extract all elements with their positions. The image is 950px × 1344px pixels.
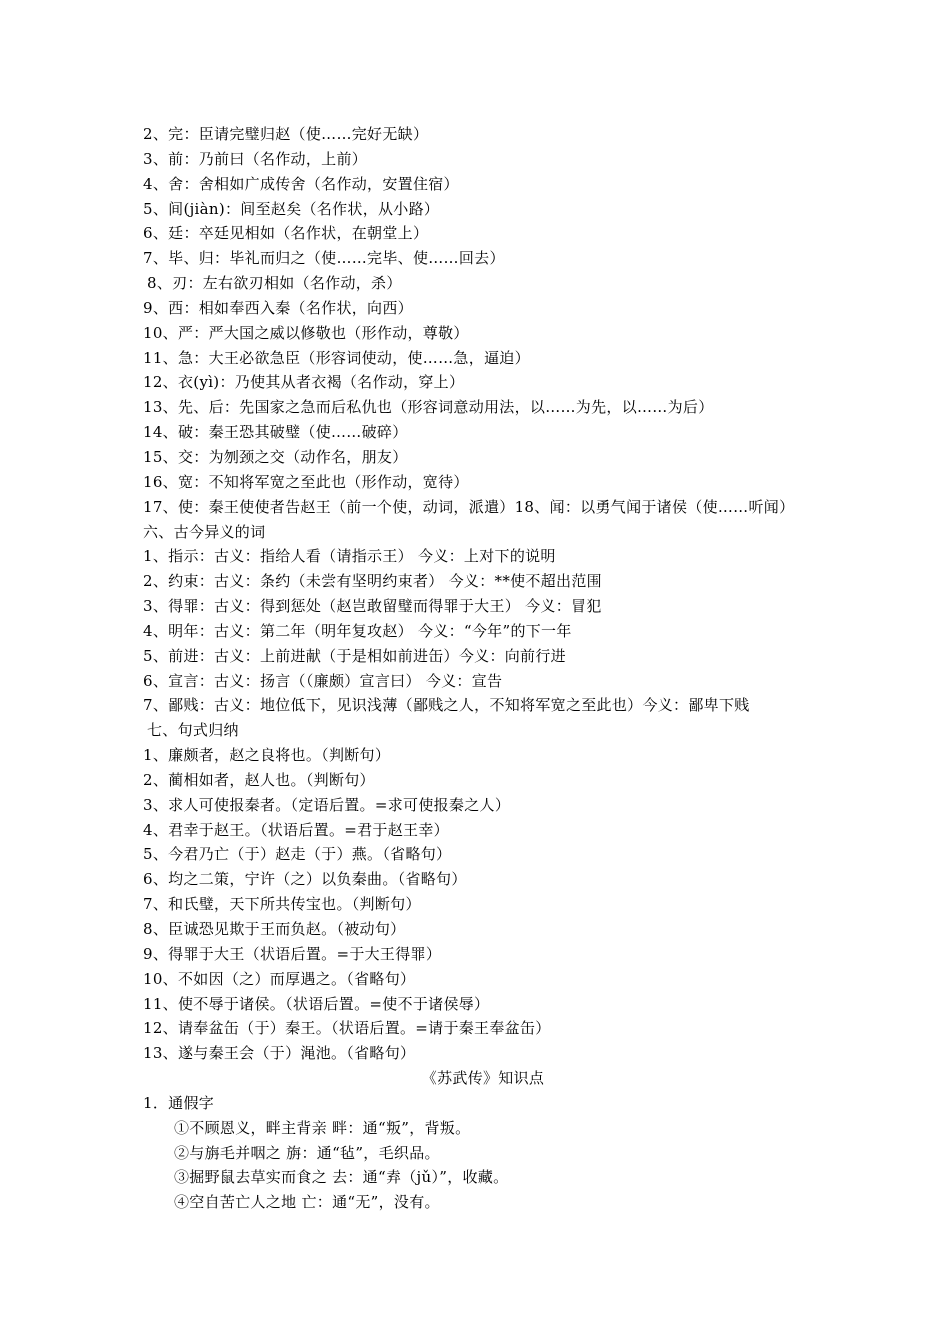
- section-title: 《苏武传》知识点: [421, 1069, 545, 1088]
- text-line: 17、使：秦王使使者告赵王（前一个使，动词，派遣）18、闻：以勇气闻于诸侯（使……听闻）: [143, 497, 795, 516]
- text-line: 10、不如因（之）而厚遇之。（省略句）: [143, 969, 416, 988]
- text-line: 6、宣言：古义：扬言（（廉颇）宣言曰） 今义：宣告: [143, 671, 503, 690]
- text-line: 15、交：为刎颈之交（动作名，朋友）: [143, 447, 408, 466]
- text-line: 1、廉颇者，赵之良将也。（判断句）: [143, 746, 391, 765]
- text-line: 5、今君乃亡（于）赵走（于）燕。（省略句）: [143, 845, 452, 864]
- text-line: 9、西：相如奉西入秦（名作状，向西）: [143, 298, 413, 317]
- text-line: 2、约束：古义：条约（未尝有坚明约束者） 今义：**使不超出范围: [143, 572, 602, 591]
- text-line: 2、蔺相如者，赵人也。（判断句）: [143, 770, 375, 789]
- text-line: 9、得罪于大王（状语后置。=于大王得罪）: [143, 944, 442, 963]
- text-line: 11、急：大王必欲急臣（形容词使动，使……急，逼迫）: [143, 348, 530, 367]
- text-line: 16、宽：不知将军宽之至此也（形作动，宽待）: [143, 472, 469, 491]
- text-line: ②与旃毛并咽之 旃：通“毡”，毛织品。: [174, 1143, 440, 1162]
- text-line: 2、完：臣请完璧归赵（使……完好无缺）: [143, 125, 429, 143]
- text-line: ①不顾恩义，畔主背亲 畔：通“叛”，背叛。: [174, 1118, 471, 1137]
- section-heading: 1．通假字: [143, 1093, 215, 1112]
- text-line: 3、前：乃前曰（名作动，上前）: [143, 149, 368, 168]
- text-line: 12、衣(yì)：乃使其从者衣褐（名作动，穿上）: [143, 373, 465, 392]
- text-line: 10、严：严大国之威以修敬也（形作动，尊敬）: [143, 323, 469, 342]
- text-line: 3、得罪：古义：得到惩处（赵岂敢留璧而得罪于大王） 今义：冒犯: [143, 597, 602, 616]
- text-line: 1、指示：古义：指给人看（请指示王） 今义：上对下的说明: [143, 547, 556, 566]
- text-line: 5、间(jiàn)：间至赵矣（名作状，从小路）: [143, 199, 440, 218]
- text-line: 4、明年：古义：第二年（明年复攻赵） 今义：“今年”的下一年: [143, 621, 572, 640]
- text-line: 7、鄙贱：古义：地位低下，见识浅薄（鄙贱之人，不知将军宽之至此也）今义：鄙卑下贱: [143, 696, 750, 715]
- text-line: 4、君幸于赵王。（状语后置。=君于赵王幸）: [143, 820, 449, 839]
- section-heading: 七、句式归纳: [147, 721, 239, 740]
- text-line: 4、舍：舍相如广成传舍（名作动，安置住宿）: [143, 174, 459, 193]
- text-line: 3、求人可使报秦者。（定语后置。=求可使报秦之人）: [143, 795, 511, 814]
- text-line: 8、刃：左右欲刃相如（名作动，杀）: [147, 274, 402, 293]
- text-line: ③掘野鼠去草实而食之 去：通“弆（jǔ）”，收藏。: [174, 1168, 509, 1187]
- text-line: 6、均之二策，宁许（之）以负秦曲。（省略句）: [143, 870, 467, 889]
- text-line: 7、毕、归：毕礼而归之（使……完毕、使……回去）: [143, 249, 505, 268]
- section-heading: 六、古今异义的词: [143, 522, 266, 541]
- document-body: [143, 122, 823, 1215]
- text-line: 6、廷：卒廷见相如（名作状，在朝堂上）: [143, 224, 429, 243]
- text-line: 13、先、后：先国家之急而后私仇也（形容词意动用法，以……为先，以……为后）: [143, 398, 714, 417]
- text-line: 12、请奉盆缶（于）秦王。（状语后置。=请于秦王奉盆缶）: [143, 1019, 551, 1038]
- text-line: 7、和氏璧，天下所共传宝也。（判断句）: [143, 895, 421, 914]
- text-line: 5、前进：古义：上前进献（于是相如前进缶）今义：向前行进: [143, 646, 566, 665]
- text-line: 13、遂与秦王会（于）渑池。（省略句）: [143, 1044, 416, 1063]
- text-line: 11、使不辱于诸侯。（状语后置。=使不于诸侯辱）: [143, 994, 490, 1013]
- text-line: 14、破：秦王恐其破璧（使……破碎）: [143, 423, 408, 442]
- text-line: 8、臣诚恐见欺于王而负赵。（被动句）: [143, 920, 406, 938]
- text-line: ④空自苦亡人之地 亡：通“无”，没有。: [174, 1193, 440, 1212]
